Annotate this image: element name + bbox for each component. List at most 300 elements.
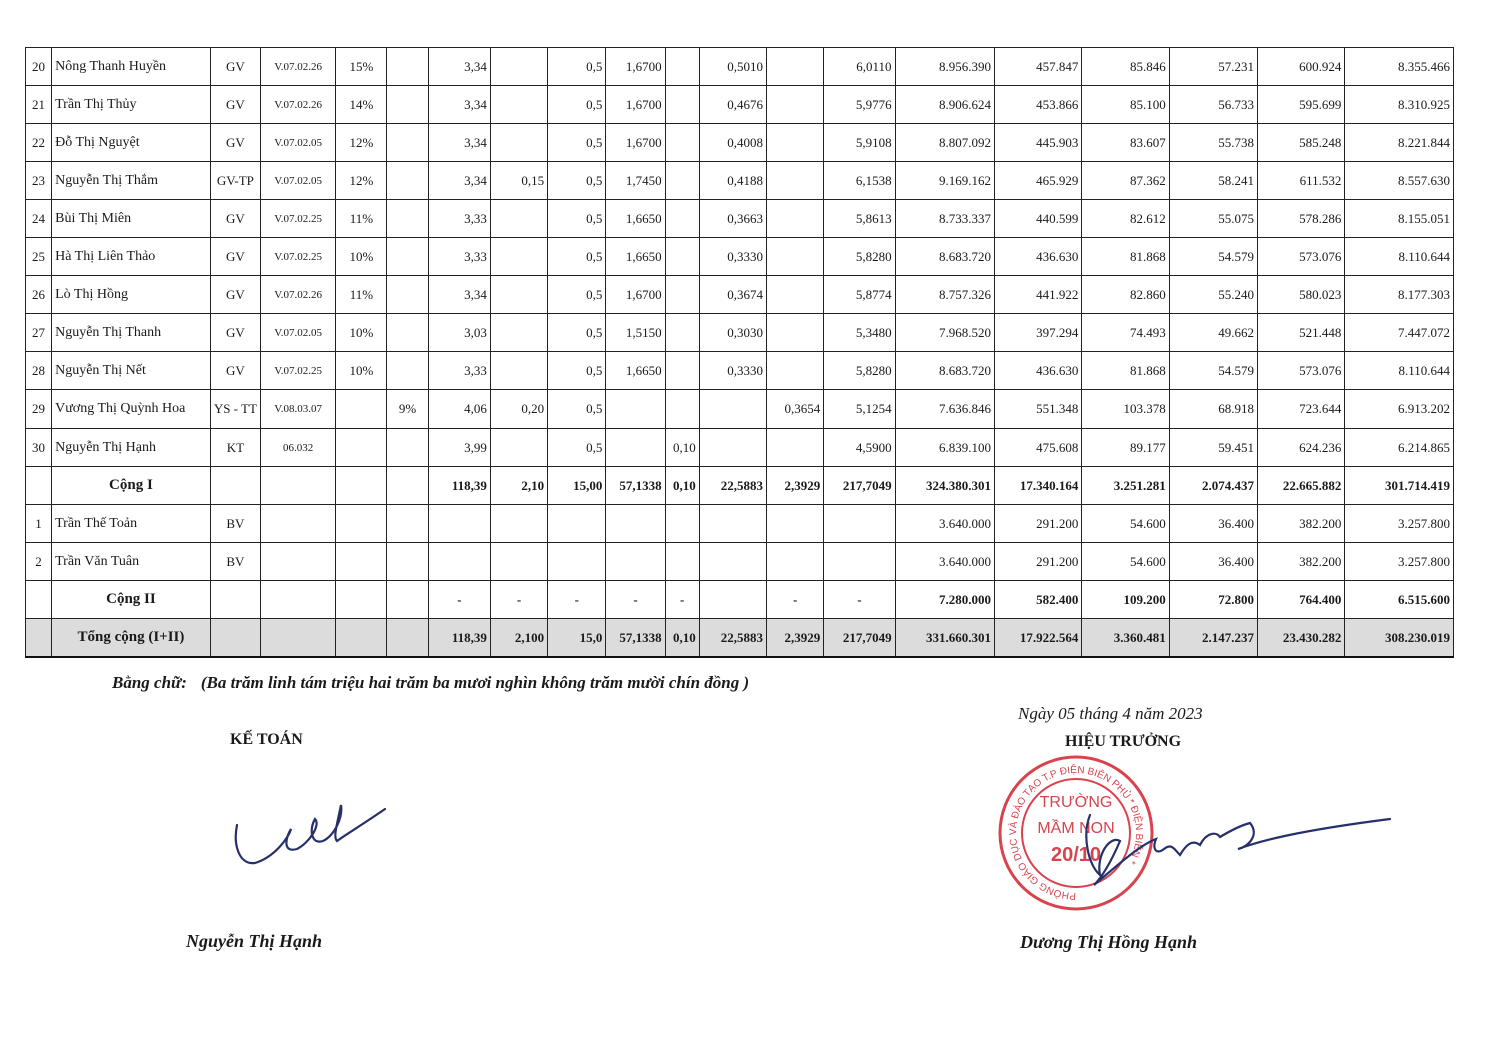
employee-name: Nông Thanh Huyền — [52, 48, 211, 86]
seniority-percent-2 — [387, 200, 428, 238]
amount-v1: 7.968.520 — [895, 314, 994, 352]
amount-v5: 382.200 — [1258, 543, 1345, 581]
coefficient-c6 — [767, 162, 824, 200]
seniority-percent-2: 9% — [387, 390, 428, 429]
row-number: 23 — [26, 162, 52, 200]
row-number — [26, 581, 52, 619]
coefficient-c6 — [767, 86, 824, 124]
rank-code: V.07.02.05 — [260, 162, 335, 200]
coefficient-c1 — [490, 314, 547, 352]
coefficient-c4 — [665, 48, 699, 86]
blank-cell — [699, 543, 766, 581]
amount-v3: 82.612 — [1082, 200, 1169, 238]
row-number — [26, 619, 52, 658]
sum-c5: 22,5883 — [699, 467, 766, 505]
coefficient-hs: 3,03 — [428, 314, 490, 352]
amount-v3: 81.868 — [1082, 238, 1169, 276]
coefficient-c7: 5,8613 — [824, 200, 895, 238]
sum-label: Cộng II — [52, 581, 211, 619]
sum-c4: - — [665, 581, 699, 619]
sum-c1: 2,100 — [490, 619, 547, 658]
blank-cell — [428, 543, 490, 581]
coefficient-c7: 6,1538 — [824, 162, 895, 200]
table-body — [26, 48, 1454, 658]
blank-cell — [210, 581, 260, 619]
coefficient-c7: 5,9776 — [824, 86, 895, 124]
sum-c6: - — [767, 581, 824, 619]
amount-v2: 441.922 — [994, 276, 1081, 314]
seniority-percent: 11% — [336, 276, 387, 314]
amount-v5: 573.076 — [1258, 352, 1345, 390]
blank-cell — [336, 467, 387, 505]
sum-label: Cộng I — [52, 467, 211, 505]
coefficient-c3: 1,6650 — [606, 352, 665, 390]
coefficient-c7: 5,8280 — [824, 238, 895, 276]
amount-v2: 475.608 — [994, 429, 1081, 467]
coefficient-c2: 0,5 — [548, 276, 606, 314]
amount-v4: 54.579 — [1169, 238, 1257, 276]
coefficient-c6 — [767, 48, 824, 86]
amount-v2: 465.929 — [994, 162, 1081, 200]
principal-name: Dương Thị Hồng Hạnh — [1020, 932, 1197, 952]
seniority-percent: 10% — [336, 314, 387, 352]
amount-v4: 55.240 — [1169, 276, 1257, 314]
amount-v3: 89.177 — [1082, 429, 1169, 467]
sum-v5: 764.400 — [1258, 581, 1345, 619]
coefficient-c2: 0,5 — [548, 86, 606, 124]
amount-v2: 457.847 — [994, 48, 1081, 86]
coefficient-hs: 3,34 — [428, 86, 490, 124]
coefficient-hs: 3,33 — [428, 352, 490, 390]
amount-v2: 436.630 — [994, 352, 1081, 390]
seniority-percent — [336, 429, 387, 467]
amount-v2: 291.200 — [994, 543, 1081, 581]
accountant-name: Nguyễn Thị Hạnh — [186, 931, 323, 951]
employee-position: GV — [210, 86, 260, 124]
sum-c2: 15,0 — [548, 619, 606, 658]
blank-cell — [387, 543, 428, 581]
amount-v1: 9.169.162 — [895, 162, 994, 200]
coefficient-hs: 3,34 — [428, 162, 490, 200]
sum-c5 — [699, 581, 766, 619]
coefficient-c3: 1,6700 — [606, 276, 665, 314]
employee-name: Trần Văn Tuân — [52, 543, 211, 581]
sum-v2: 582.400 — [994, 581, 1081, 619]
sum-hs: 118,39 — [428, 619, 490, 658]
coefficient-hs: 4,06 — [428, 390, 490, 429]
coefficient-c7: 5,8774 — [824, 276, 895, 314]
coefficient-c5: 0,4188 — [699, 162, 766, 200]
coefficient-c3: 1,6650 — [606, 200, 665, 238]
sum-v4: 72.800 — [1169, 581, 1257, 619]
amount-v6: 8.557.630 — [1345, 162, 1454, 200]
employee-position: GV — [210, 352, 260, 390]
coefficient-c5 — [699, 429, 766, 467]
amount-v4: 68.918 — [1169, 390, 1257, 429]
table-row — [26, 429, 1454, 467]
coefficient-c1 — [490, 276, 547, 314]
subtotal-1-row — [26, 467, 1454, 505]
coefficient-c2: 0,5 — [548, 48, 606, 86]
amount-in-words-text: (Ba trăm linh tám triệu hai trăm ba mươi nghìn không trăm mười chín đồng ) — [200, 673, 750, 692]
sum-c2: - — [548, 581, 606, 619]
sum-c7: - — [824, 581, 895, 619]
amount-v5: 521.448 — [1258, 314, 1345, 352]
seniority-percent-2 — [387, 276, 428, 314]
coefficient-c6 — [767, 238, 824, 276]
coefficient-c1 — [490, 48, 547, 86]
coefficient-c5: 0,5010 — [699, 48, 766, 86]
coefficient-c4 — [665, 390, 699, 429]
sum-c3: 57,1338 — [606, 619, 665, 658]
amount-v6: 8.310.925 — [1345, 86, 1454, 124]
coefficient-c5: 0,3330 — [699, 352, 766, 390]
amount-v6: 8.177.303 — [1345, 276, 1454, 314]
blank-cell — [699, 505, 766, 543]
sum-v3: 3.251.281 — [1082, 467, 1169, 505]
amount-v6: 8.110.644 — [1345, 238, 1454, 276]
blank-cell — [824, 505, 895, 543]
blank-cell — [606, 543, 665, 581]
seniority-percent-2 — [387, 352, 428, 390]
coefficient-c1 — [490, 352, 547, 390]
coefficient-c3: 1,6650 — [606, 238, 665, 276]
coefficient-c6 — [767, 352, 824, 390]
sum-c3: - — [606, 581, 665, 619]
coefficient-c5: 0,4676 — [699, 86, 766, 124]
amount-in-words-label: Bằng chữ: — [112, 673, 187, 692]
coefficient-hs: 3,34 — [428, 276, 490, 314]
sum-v1: 324.380.301 — [895, 467, 994, 505]
subtotal-2-row — [26, 581, 1454, 619]
coefficient-c1 — [490, 238, 547, 276]
rank-code: V.07.02.25 — [260, 238, 335, 276]
sum-v1: 7.280.000 — [895, 581, 994, 619]
table-row — [26, 238, 1454, 276]
amount-v5: 573.076 — [1258, 238, 1345, 276]
sum-v5: 23.430.282 — [1258, 619, 1345, 658]
coefficient-c2: 0,5 — [548, 390, 606, 429]
amount-v3: 54.600 — [1082, 543, 1169, 581]
accountant-title: KẾ TOÁN — [230, 731, 303, 748]
employee-name: Vương Thị Quỳnh Hoa — [52, 390, 211, 429]
employee-name: Trần Thế Toản — [52, 505, 211, 543]
amount-v2: 551.348 — [994, 390, 1081, 429]
seniority-percent: 12% — [336, 162, 387, 200]
coefficient-c7: 5,3480 — [824, 314, 895, 352]
employee-position: GV — [210, 124, 260, 162]
coefficient-c5: 0,4008 — [699, 124, 766, 162]
employee-name: Trần Thị Thủy — [52, 86, 211, 124]
amount-v1: 8.807.092 — [895, 124, 994, 162]
blank-cell — [336, 619, 387, 658]
amount-v1: 8.683.720 — [895, 352, 994, 390]
employee-position: KT — [210, 429, 260, 467]
coefficient-c6: 0,3654 — [767, 390, 824, 429]
coefficient-c7: 5,8280 — [824, 352, 895, 390]
amount-v5: 585.248 — [1258, 124, 1345, 162]
amount-v4: 55.738 — [1169, 124, 1257, 162]
coefficient-c4 — [665, 86, 699, 124]
coefficient-c3: 1,6700 — [606, 48, 665, 86]
seniority-percent-2 — [387, 48, 428, 86]
blank-cell — [428, 505, 490, 543]
blank-cell — [336, 581, 387, 619]
seniority-percent-2 — [387, 124, 428, 162]
amount-v2: 436.630 — [994, 238, 1081, 276]
table-row — [26, 543, 1454, 581]
seniority-percent: 15% — [336, 48, 387, 86]
amount-v6: 8.155.051 — [1345, 200, 1454, 238]
coefficient-c5: 0,3674 — [699, 276, 766, 314]
coefficient-c2: 0,5 — [548, 238, 606, 276]
seniority-percent: 10% — [336, 352, 387, 390]
rank-code: V.08.03.07 — [260, 390, 335, 429]
employee-name: Lò Thị Hồng — [52, 276, 211, 314]
coefficient-c7: 6,0110 — [824, 48, 895, 86]
employee-position: GV — [210, 276, 260, 314]
sum-hs: 118,39 — [428, 467, 490, 505]
signing-date: Ngày 05 tháng 4 năm 2023 — [1018, 704, 1203, 723]
amount-v1: 6.839.100 — [895, 429, 994, 467]
coefficient-c1 — [490, 86, 547, 124]
seniority-percent: 14% — [336, 86, 387, 124]
stamp-ring-text: PHÒNG GIÁO DỤC VÀ ĐÀO TẠO T.P ĐIỆN BIÊN PHỦ * ĐIỆN BIÊN * — [1008, 764, 1145, 902]
table-row — [26, 124, 1454, 162]
coefficient-c5: 0,3030 — [699, 314, 766, 352]
employee-name: Đỗ Thị Nguyệt — [52, 124, 211, 162]
amount-v3: 82.860 — [1082, 276, 1169, 314]
coefficient-c4 — [665, 238, 699, 276]
employee-position: BV — [210, 543, 260, 581]
sum-c5: 22,5883 — [699, 619, 766, 658]
amount-v5: 580.023 — [1258, 276, 1345, 314]
rank-code: V.07.02.25 — [260, 352, 335, 390]
table-row — [26, 314, 1454, 352]
amount-v1: 8.757.326 — [895, 276, 994, 314]
coefficient-c3: 1,6700 — [606, 86, 665, 124]
coefficient-c7: 5,1254 — [824, 390, 895, 429]
employee-position: YS - TT — [210, 390, 260, 429]
blank-cell — [548, 543, 606, 581]
coefficient-c6 — [767, 429, 824, 467]
blank-cell — [336, 543, 387, 581]
amount-v5: 578.286 — [1258, 200, 1345, 238]
coefficient-c4 — [665, 314, 699, 352]
stamp-line-3: 20/10 — [1050, 844, 1102, 866]
sum-c2: 15,00 — [548, 467, 606, 505]
amount-v1: 3.640.000 — [895, 505, 994, 543]
employee-name: Bùi Thị Miên — [52, 200, 211, 238]
table-row — [26, 48, 1454, 86]
row-number: 24 — [26, 200, 52, 238]
coefficient-c6 — [767, 314, 824, 352]
employee-position: BV — [210, 505, 260, 543]
coefficient-c1: 0,20 — [490, 390, 547, 429]
amount-v1: 8.733.337 — [895, 200, 994, 238]
blank-cell — [606, 505, 665, 543]
coefficient-c1: 0,15 — [490, 162, 547, 200]
row-number: 28 — [26, 352, 52, 390]
amount-v6: 6.913.202 — [1345, 390, 1454, 429]
amount-v4: 58.241 — [1169, 162, 1257, 200]
amount-v2: 440.599 — [994, 200, 1081, 238]
row-number: 21 — [26, 86, 52, 124]
coefficient-hs: 3,99 — [428, 429, 490, 467]
blank-cell — [767, 505, 824, 543]
blank-cell — [490, 543, 547, 581]
amount-v5: 595.699 — [1258, 86, 1345, 124]
blank-cell — [387, 619, 428, 658]
sum-c1: 2,10 — [490, 467, 547, 505]
row-number — [26, 467, 52, 505]
amount-v3: 83.607 — [1082, 124, 1169, 162]
blank-cell — [767, 543, 824, 581]
rank-code: V.07.02.26 — [260, 48, 335, 86]
amount-v6: 3.257.800 — [1345, 543, 1454, 581]
coefficient-c5: 0,3330 — [699, 238, 766, 276]
amount-v3: 103.378 — [1082, 390, 1169, 429]
table-row — [26, 390, 1454, 429]
seniority-percent-2 — [387, 314, 428, 352]
rank-code: V.07.02.05 — [260, 124, 335, 162]
sum-v4: 2.074.437 — [1169, 467, 1257, 505]
blank-cell — [336, 505, 387, 543]
amount-v2: 291.200 — [994, 505, 1081, 543]
blank-cell — [824, 543, 895, 581]
coefficient-c7: 4,5900 — [824, 429, 895, 467]
coefficient-c5: 0,3663 — [699, 200, 766, 238]
sum-v2: 17.340.164 — [994, 467, 1081, 505]
coefficient-c6 — [767, 276, 824, 314]
blank-cell — [260, 467, 335, 505]
blank-cell — [490, 505, 547, 543]
sum-c1: - — [490, 581, 547, 619]
amount-v4: 56.733 — [1169, 86, 1257, 124]
coefficient-hs: 3,33 — [428, 238, 490, 276]
blank-cell — [260, 543, 335, 581]
amount-v4: 36.400 — [1169, 505, 1257, 543]
stamp-line-1: TRƯỜNG — [1039, 794, 1113, 811]
table-row — [26, 200, 1454, 238]
amount-v2: 397.294 — [994, 314, 1081, 352]
coefficient-c1 — [490, 429, 547, 467]
employee-name: Nguyễn Thị Thanh — [52, 314, 211, 352]
row-number: 20 — [26, 48, 52, 86]
amount-v2: 445.903 — [994, 124, 1081, 162]
amount-v5: 723.644 — [1258, 390, 1345, 429]
table-row — [26, 162, 1454, 200]
coefficient-c7: 5,9108 — [824, 124, 895, 162]
grand-total-row — [26, 619, 1454, 658]
principal-title: HIỆU TRƯỞNG — [1065, 733, 1182, 750]
amount-v4: 49.662 — [1169, 314, 1257, 352]
sum-c6: 2,3929 — [767, 467, 824, 505]
sum-c4: 0,10 — [665, 619, 699, 658]
employee-name: Hà Thị Liên Thảo — [52, 238, 211, 276]
blank-cell — [210, 467, 260, 505]
amount-v4: 57.231 — [1169, 48, 1257, 86]
row-number: 29 — [26, 390, 52, 429]
amount-v4: 54.579 — [1169, 352, 1257, 390]
table-row — [26, 352, 1454, 390]
amount-v5: 611.532 — [1258, 162, 1345, 200]
seniority-percent: 10% — [336, 238, 387, 276]
coefficient-c2: 0,5 — [548, 429, 606, 467]
employee-name: Nguyễn Thị Hạnh — [52, 429, 211, 467]
coefficient-c3: 1,6700 — [606, 124, 665, 162]
accountant-signature — [225, 795, 395, 875]
amount-v4: 36.400 — [1169, 543, 1257, 581]
sum-v6: 308.230.019 — [1345, 619, 1454, 658]
coefficient-c1 — [490, 200, 547, 238]
amount-v2: 453.866 — [994, 86, 1081, 124]
coefficient-c4 — [665, 200, 699, 238]
seniority-percent: 11% — [336, 200, 387, 238]
coefficient-c2: 0,5 — [548, 124, 606, 162]
seniority-percent-2 — [387, 429, 428, 467]
coefficient-c4: 0,10 — [665, 429, 699, 467]
coefficient-c3 — [606, 390, 665, 429]
sum-c7: 217,7049 — [824, 619, 895, 658]
row-number: 25 — [26, 238, 52, 276]
sum-v4: 2.147.237 — [1169, 619, 1257, 658]
employee-position: GV — [210, 48, 260, 86]
blank-cell — [387, 505, 428, 543]
employee-name: Nguyễn Thị Thắm — [52, 162, 211, 200]
sum-c3: 57,1338 — [606, 467, 665, 505]
rank-code: V.07.02.05 — [260, 314, 335, 352]
sum-v6: 6.515.600 — [1345, 581, 1454, 619]
amount-v6: 8.355.466 — [1345, 48, 1454, 86]
table-row — [26, 86, 1454, 124]
amount-v3: 85.846 — [1082, 48, 1169, 86]
sum-hs: - — [428, 581, 490, 619]
amount-v3: 87.362 — [1082, 162, 1169, 200]
salary-table — [25, 47, 1454, 658]
coefficient-c6 — [767, 200, 824, 238]
row-number: 2 — [26, 543, 52, 581]
employee-position: GV — [210, 200, 260, 238]
blank-cell — [260, 619, 335, 658]
amount-v6: 8.110.644 — [1345, 352, 1454, 390]
sum-v3: 3.360.481 — [1082, 619, 1169, 658]
employee-position: GV-TP — [210, 162, 260, 200]
table-row — [26, 276, 1454, 314]
sum-v5: 22.665.882 — [1258, 467, 1345, 505]
table-row — [26, 505, 1454, 543]
amount-v5: 624.236 — [1258, 429, 1345, 467]
blank-cell — [260, 505, 335, 543]
coefficient-hs: 3,34 — [428, 124, 490, 162]
amount-in-words — [112, 673, 749, 693]
row-number: 27 — [26, 314, 52, 352]
amount-v6: 3.257.800 — [1345, 505, 1454, 543]
coefficient-hs: 3,33 — [428, 200, 490, 238]
blank-cell — [548, 505, 606, 543]
amount-v1: 8.956.390 — [895, 48, 994, 86]
sum-v6: 301.714.419 — [1345, 467, 1454, 505]
amount-v6: 6.214.865 — [1345, 429, 1454, 467]
coefficient-c4 — [665, 162, 699, 200]
employee-position: GV — [210, 314, 260, 352]
blank-cell — [665, 543, 699, 581]
rank-code: V.07.02.26 — [260, 86, 335, 124]
stamp-line-2: MẦM NON — [1037, 820, 1115, 837]
coefficient-c5 — [699, 390, 766, 429]
coefficient-c4 — [665, 352, 699, 390]
amount-v1: 7.636.846 — [895, 390, 994, 429]
